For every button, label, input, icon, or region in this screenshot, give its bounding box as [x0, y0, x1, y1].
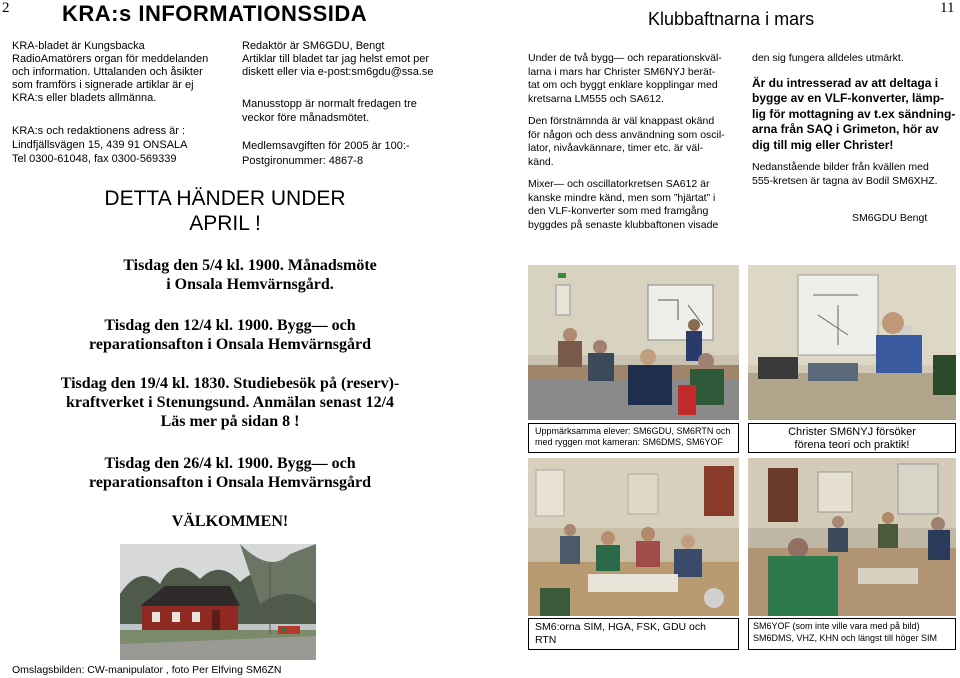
caption-photo-1 [528, 423, 739, 453]
article-line: lator, nivåavkännare, timer etc. är väl- [528, 142, 704, 154]
editor-line: Artiklar till bladet tar jag helst emot per [242, 53, 430, 65]
event-line: kraftverket i Stenungsund. Anmälan senast 12/4 [65, 394, 395, 411]
left-page-number: 2 [2, 0, 10, 16]
right-page-title: Klubbaftnarna i mars [648, 9, 815, 29]
caption-photo-2 [748, 423, 956, 453]
article-bold-line: dig till mig eller Christer! [752, 137, 894, 152]
event-line: Tisdag den 5/4 kl. 1900. Månadsmöte [123, 257, 377, 274]
deadline-line: Manusstopp är normalt fredagen tre [242, 98, 417, 110]
fee-line: Medlemsavgiften för 2005 är 100:- [242, 140, 410, 152]
events-heading-line: DETTA HÄNDER UNDER [104, 187, 346, 210]
article-line: 555-kretsen är tagna av Bodil SM6XHZ. [752, 174, 938, 187]
cover-house-photo [120, 544, 316, 660]
event-item [20, 454, 440, 492]
article-bold-line: bygge av en VLF-konverter, lämp- [752, 91, 945, 105]
group-photo-3 [528, 458, 739, 616]
caption-photo-3 [528, 618, 739, 650]
caption-line: SM6YOF (som inte ville vara med på bild) [753, 621, 920, 631]
article-line: Mixer— och oscillatorkretsen SA612 är [528, 178, 710, 190]
address-line: KRA:s och redaktionens adress är : [12, 125, 186, 137]
cover-caption: Omslagsbilden: CW-manipulator , foto Per Elfving SM6ZN [12, 664, 282, 676]
event-item [20, 316, 440, 354]
room-photo-4 [748, 458, 956, 616]
event-line: Tisdag den 12/4 kl. 1900. Bygg— och [104, 317, 356, 334]
article-line: Nedanstående bilder från kvällen med [752, 161, 929, 173]
caption-line: SM6:orna SIM, HGA, FSK, GDU och [535, 621, 706, 633]
article-line: Under de två bygg— och reparationskväl- [528, 52, 722, 64]
event-line: Läs mer på sidan 8 ! [160, 413, 300, 430]
caption-line: RTN [535, 633, 557, 646]
events-heading-line: APRIL ! [189, 212, 261, 235]
welcome-text: VÄLKOMMEN! [171, 513, 289, 530]
deadline-text [242, 97, 417, 125]
editor-line: Redaktör är SM6GDU, Bengt [242, 40, 385, 52]
article-line: byggdes på senaste klubbaftonen visade [528, 218, 719, 231]
intro-line: KRA-bladet är Kungsbacka [12, 40, 145, 52]
address-text [12, 124, 188, 166]
event-line: reparationsafton i Onsala Hemvärnsgård [89, 474, 371, 491]
article-col1 [528, 52, 725, 232]
intro-line: RadioAmatörers organ för meddelanden [12, 53, 209, 65]
article-line: känd. [528, 155, 554, 168]
event-item [20, 374, 440, 431]
event-line: i Onsala Hemvärnsgård. [166, 276, 334, 293]
event-item [40, 256, 460, 294]
article-signature: SM6GDU Bengt [852, 212, 928, 224]
article-bold-line: Är du intresserad av att deltaga i [752, 75, 939, 90]
event-line: reparationsafton i Onsala Hemvärnsgård [89, 336, 371, 353]
caption-line: med ryggen mot kameran: SM6DMS, SM6YOF [535, 437, 724, 447]
article-line: tat om och byggt enklare kopplingar med [528, 79, 718, 91]
editor-text [242, 40, 434, 79]
article-col2 [752, 52, 955, 188]
intro-text [12, 40, 208, 105]
event-line: Tisdag den 19/4 kl. 1830. Studiebesök på (reserv)- [60, 375, 400, 392]
events-heading [80, 186, 370, 236]
classroom-photo-1 [528, 265, 739, 420]
article-line: kanske mindre känd, men som ”hjärtat” i [528, 191, 716, 204]
article-bold-line: lig för mottagning av t.ex sändning- [752, 106, 956, 121]
left-page-title: KRA:s INFORMATIONSSIDA [62, 1, 368, 26]
caption-line: Christer SM6NYJ försöker [788, 426, 916, 438]
article-line: den VLF-konverter som med framgång [528, 205, 709, 217]
fee-text [242, 139, 410, 169]
article-line: den sig fungera alldeles utmärkt. [752, 52, 904, 64]
intro-line: och information. Uttalanden och åsikter [12, 66, 203, 78]
article-line: kretsarna LM555 och SA612. [528, 92, 664, 105]
event-line: Tisdag den 26/4 kl. 1900. Bygg— och [104, 455, 356, 472]
article-line: för någon och dess användning som oscil- [528, 128, 725, 141]
caption-photo-4 [748, 618, 956, 650]
workbench-photo-2 [748, 265, 956, 420]
article-line: Den förstnämnda är väl knappast okänd [528, 115, 715, 127]
article-line: larna i mars har Christer SM6NYJ berät- [528, 65, 716, 78]
caption-line: Uppmärksamma elever: SM6GDU, SM6RTN och [535, 426, 731, 436]
fee-line: Postgironummer: 4867-8 [242, 155, 364, 167]
address-line: Lindfjällsvägen 15, 439 91 ONSALA [12, 139, 188, 151]
right-page-number: 11 [940, 0, 955, 16]
address-line: Tel 0300-61048, fax 0300-569339 [12, 153, 177, 165]
editor-line: diskett eller via e-post:sm6gdu@ssa.se [242, 66, 434, 78]
intro-line: KRA:s eller bladets allmänna. [12, 92, 157, 104]
caption-line: SM6DMS, VHZ, KHN och längst till höger SIM [753, 632, 938, 643]
deadline-line: veckor före månadsmötet. [242, 112, 370, 124]
caption-line: förena teori och praktik! [794, 438, 910, 451]
article-bold-line: arna från SAQ i Grimeton, hör av [752, 122, 939, 136]
intro-line: som framförs i signerade artiklar är ej [12, 79, 194, 91]
